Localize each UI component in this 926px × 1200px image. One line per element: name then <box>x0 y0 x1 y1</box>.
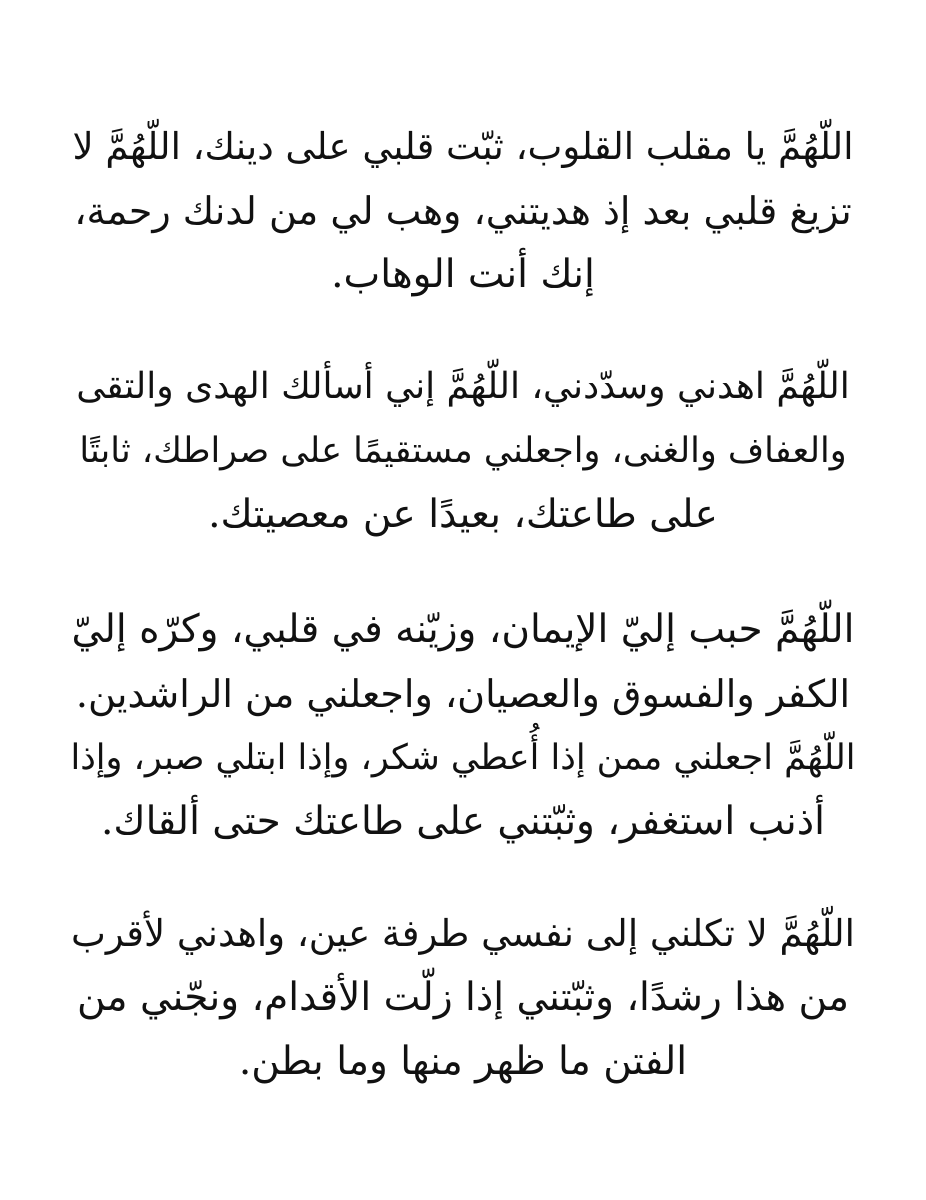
text-line: الكفر والفسوق والعصيان، واجعلني من الراشدين. <box>75 672 851 716</box>
text-line: الفتن ما ظهر منها وما بطن. <box>238 1039 688 1084</box>
supplication-paragraph-3 <box>70 598 856 854</box>
text-line: اللّهُمَّ يا مقلب القلوب، ثبّت قلبي على دينك، اللّهُمَّ لا <box>72 125 854 168</box>
text-line: اللّهُمَّ اهدني وسدّدني، اللّهُمَّ إني أسألك الهدى والتقى <box>76 366 850 407</box>
text-line: من هذا رشدًا، وثبّتني إذا زلّت الأقدام، ونجّني من <box>76 975 850 1020</box>
text-line: تزيغ قلبي بعد إذ هديتني، وهب لي من لدنك رحمة، <box>74 189 852 233</box>
text-line: اللّهُمَّ لا تكلني إلى نفسي طرفة عين، واهدني لأقرب <box>71 912 855 955</box>
text-line: إنك أنت الوهاب. <box>331 252 595 297</box>
text-line: اللّهُمَّ حبب إليّ الإيمان، وزيّنه في قلبي، وكرّه إليّ <box>71 607 855 652</box>
text-line: على طاعتك، بعيدًا عن معصيتك. <box>208 492 718 537</box>
supplication-paragraph-4 <box>70 902 856 1094</box>
text-line: اللّهُمَّ اجعلني ممن إذا أُعطي شكر، وإذا ابتلي صبر، وإذا <box>70 738 856 778</box>
text-line: أذنب استغفر، وثبّتني على طاعتك حتى ألقاك. <box>101 799 825 844</box>
text-line: والعفاف والغنى، واجعلني مستقيمًا على صراطك، ثابتًا <box>79 431 847 471</box>
supplication-paragraph-2 <box>70 355 856 547</box>
supplication-paragraph-1 <box>70 115 856 307</box>
